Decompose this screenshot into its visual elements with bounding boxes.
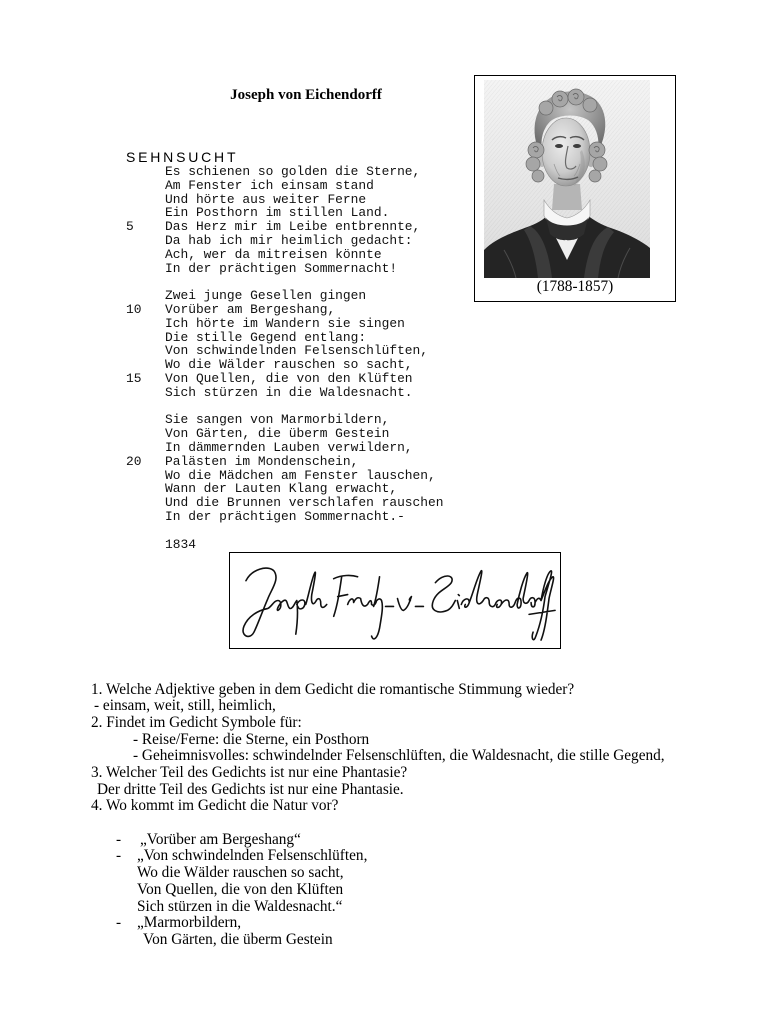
stanza-break <box>126 524 471 538</box>
portrait-eye-left <box>555 144 563 148</box>
poem-line: Sie sangen von Marmorbildern, <box>165 412 390 428</box>
poem-line: Und hörte aus weiter Ferne <box>165 191 367 207</box>
question-2: 2. Findet im Gedicht Symbole für: <box>91 713 302 731</box>
signature-image <box>230 553 560 648</box>
signature-stroke-von <box>386 597 424 611</box>
poem-line: Sich stürzen in die Waldesnacht. <box>165 384 413 400</box>
answer-4-item: - „Vorüber am Bergeshang“ <box>116 830 301 848</box>
line-number: 5 <box>126 219 134 235</box>
poem-line: Ich hörte im Wandern sie singen <box>165 315 405 331</box>
poem-line: 20 Palästen im Mondenschein, <box>126 453 359 469</box>
poem-line: Die stille Gegend entlang: <box>165 329 367 345</box>
list-bullet: - <box>116 914 122 932</box>
answer-2-item: - Geheimnisvolles: schwindelnder Felsenschlüften, die Waldesnacht, die stille Gegend, <box>133 747 665 765</box>
poem-line: In der prächtigen Sommernacht! <box>165 260 398 276</box>
portrait-caption: (1788-1857) <box>536 278 614 295</box>
stanza-break <box>126 275 471 289</box>
answer-4-continuation: Wo die Wälder rauschen so sacht, <box>137 864 344 882</box>
poem-line: Wo die Mädchen am Fenster lauschen, <box>165 467 436 483</box>
poem-line: Und die Brunnen verschlafen rauschen <box>165 495 444 511</box>
answer-4-continuation: Sich stürzen in die Waldesnacht.“ <box>137 897 343 915</box>
poem-line: Am Fenster ich einsam stand <box>165 177 374 193</box>
answer-4-item: - „Marmorbildern, <box>116 914 242 932</box>
signature-stroke-joseph <box>243 568 327 636</box>
signature-frame <box>229 552 561 649</box>
question-4: 4. Wo kommt im Gedicht die Natur vor? <box>91 797 339 815</box>
line-number: 15 <box>126 370 142 386</box>
questions-section <box>0 682 768 949</box>
poem-line: Wann der Lauten Klang erwacht, <box>165 481 398 497</box>
answer-2-item: - Reise/Ferne: die Sterne, ein Posthorn <box>133 730 370 748</box>
line-number: 20 <box>126 453 142 469</box>
poem-line: 5 Das Herz mir im Leibe entbrennte, <box>126 219 421 235</box>
author-title: Joseph von Eichendorff <box>230 87 382 103</box>
list-bullet: - <box>116 830 122 848</box>
poem-line: Von schwindelnden Felsenschlüften, <box>165 343 429 359</box>
poem-line: Ach, wer da mitreisen könnte <box>165 246 382 262</box>
question-1: 1. Welche Adjektive geben in dem Gedicht die romantische Stimmung wieder? <box>91 680 575 698</box>
portrait-face <box>542 118 590 186</box>
poem-line: Wo die Wälder rauschen so sacht, <box>165 357 413 373</box>
poem-date: 1834 <box>165 536 196 552</box>
poem-date-line <box>126 538 471 552</box>
portrait-eye-right <box>573 144 581 148</box>
answer-4-item: - „Von schwindelnden Felsenschlüften, <box>116 847 368 865</box>
answer-1: - einsam, weit, still, heimlich, <box>94 697 276 715</box>
question-3: 3. Welcher Teil des Gedichts ist nur eine Phantasie? <box>91 764 408 782</box>
blank-line <box>0 815 768 832</box>
poem-line: Da hab ich mir heimlich gedacht: <box>165 232 413 248</box>
portrait-frame <box>474 75 676 302</box>
portrait-neck <box>552 184 582 210</box>
poem-line: Von Gärten, die überm Gestein <box>165 426 390 442</box>
list-bullet: - <box>116 847 122 865</box>
poem-line: Zwei junge Gesellen gingen <box>165 288 367 304</box>
stanza-break <box>126 400 471 414</box>
answer-4-continuation: Von Quellen, die von den Klüften <box>137 880 344 898</box>
line-number: 10 <box>126 301 142 317</box>
poem-line: 15 Von Quellen, die von den Klüften <box>126 370 413 386</box>
answer-4-continuation: Von Gärten, die überm Gestein <box>143 930 333 948</box>
answer-3: Der dritte Teil des Gedichts ist nur eine Phantasie. <box>97 780 404 798</box>
poem-line: In der prächtigen Sommernacht.- <box>165 508 405 524</box>
poem-line: Es schienen so golden die Sterne, <box>165 164 421 179</box>
portrait-image <box>484 80 650 278</box>
poem-title: SEHNSUCHT <box>126 149 239 165</box>
signature-stroke-freih <box>334 575 383 638</box>
poem-line: 10 Vorüber am Bergeshang, <box>126 301 336 317</box>
poem-text <box>126 165 471 551</box>
poem-line: Ein Posthorn im stillen Land. <box>165 205 390 221</box>
signature-stroke-eichendorff <box>432 571 555 640</box>
poem-line: In dämmernden Lauben verwildern, <box>165 439 413 455</box>
